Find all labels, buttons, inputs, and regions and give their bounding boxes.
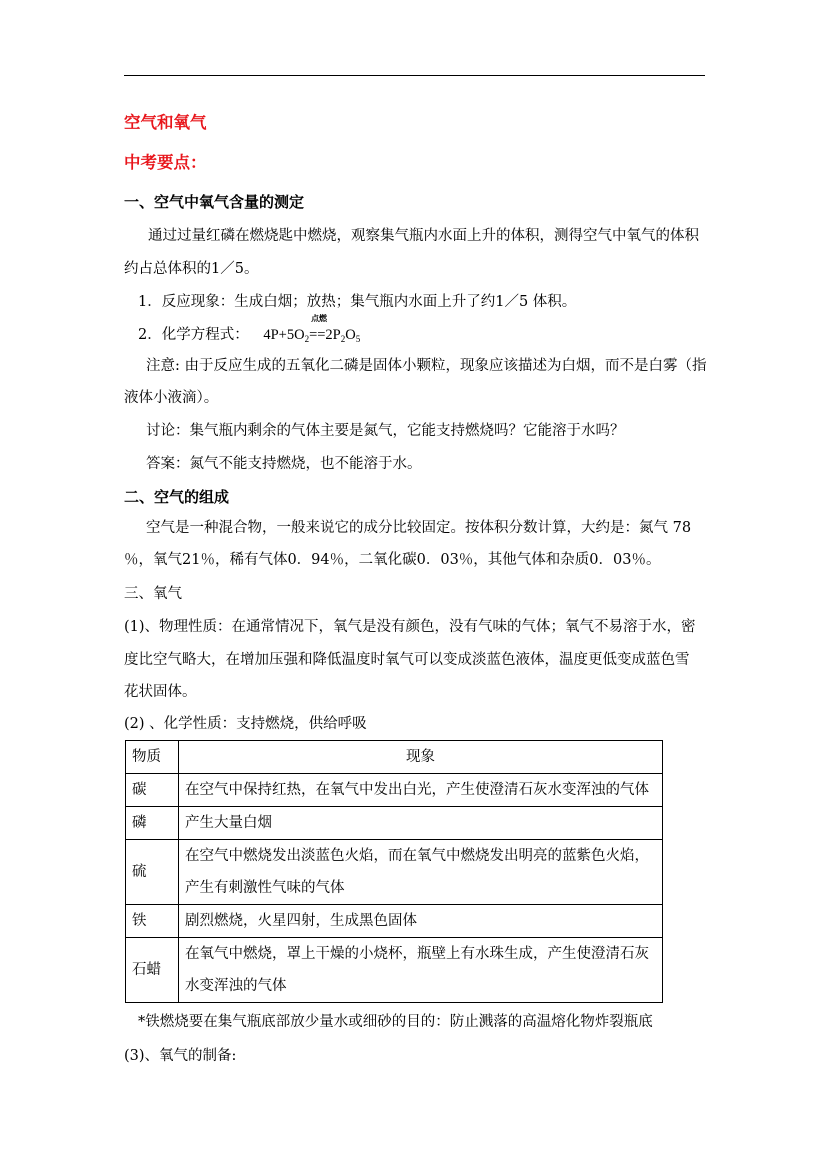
section1-heading: 一、空气中氧气含量的测定 <box>124 193 305 211</box>
page-title: 空气和氧气 <box>124 113 207 132</box>
cell-line: 在空气中燃烧发出淡蓝色火焰，而在氧气中燃烧发出明亮的蓝紫色火焰， <box>185 848 649 864</box>
cell-line: 在氧气中燃烧，罩上干燥的小烧杯，瓶壁上有水珠生成，产生使澄清石灰 <box>185 946 649 962</box>
equation-condition: 点燃 <box>311 314 328 323</box>
cell-substance: 碳 <box>126 774 179 807</box>
table-row <box>126 905 663 938</box>
preparation-heading: (3)、氧气的制备: <box>124 1048 237 1064</box>
cell-phenomenon: 产生大量白烟 <box>179 807 663 840</box>
cell-substance: 铁 <box>126 905 179 938</box>
section2-para-line2: ％，氧气21％，稀有气体0．94％，二氧化碳0．03％，其他气体和杂质0．03％。 <box>124 552 661 568</box>
section2-heading: 二、空气的组成 <box>124 488 230 506</box>
cell-substance: 石蜡 <box>126 938 179 1003</box>
chemical-equation <box>263 314 361 344</box>
header-substance: 物质 <box>126 741 179 774</box>
header-phenomenon: 现象 <box>179 741 663 774</box>
cell-line: 水变浑浊的气体 <box>185 978 287 994</box>
page-subtitle: 中考要点： <box>124 153 207 172</box>
cell-substance: 磷 <box>126 807 179 840</box>
section1-para-line1: 通过过量红磷在燃烧匙中燃烧，观察集气瓶内水面上升的体积，测得空气中氧气的体积 <box>148 228 699 244</box>
physical-line1: (1)、物理性质：在通常情况下，氧气是没有颜色，没有气味的气体；氧气不易溶于水，密 <box>124 619 696 635</box>
section1-para-line2: 约占总体积的1／5。 <box>124 261 259 277</box>
section2-para-line1: 空气是一种混合物，一般来说它的成分比较固定。按体积分数计算，大约是：氮气 78 <box>146 520 692 536</box>
equation-product-p: 2P <box>325 327 341 343</box>
physical-line2: 度比空气略大，在增加压强和降低温度时氧气可以变成淡蓝色液体，温度更低变成蓝色雪 <box>124 652 690 668</box>
cell-line: 产生有刺激性气味的气体 <box>185 880 345 896</box>
section1-item2 <box>138 314 361 349</box>
section1-item1: 1．反应现象：生成白烟；放热；集气瓶内水面上升了约1／5 体积。 <box>138 294 577 310</box>
table-header-row <box>126 741 663 774</box>
note-line2: 液体小液滴）。 <box>124 390 219 406</box>
cell-phenomenon <box>179 840 663 905</box>
chemical-properties: (2) 、化学性质：支持燃烧，供给呼吸 <box>124 716 367 732</box>
answer: 答案：氮气不能支持燃烧，也不能溶于水。 <box>146 456 422 472</box>
combustion-table <box>125 740 663 1003</box>
cell-phenomenon <box>179 938 663 1003</box>
equation-equals: == <box>309 327 326 343</box>
equation-label: 2．化学方程式： <box>138 327 249 343</box>
equation-product-o: O <box>345 327 356 343</box>
note-line1: 注意: 由于反应生成的五氧化二磷是固体小颗粒，现象应该描述为白烟，而不是白雾（指 <box>146 358 707 374</box>
table-row <box>126 774 663 807</box>
equation-sub1: 2 <box>304 334 310 344</box>
iron-note: *铁燃烧要在集气瓶底部放少量水或细砂的目的：防止溅落的高温熔化物炸裂瓶底 <box>138 1014 653 1030</box>
cell-phenomenon: 在空气中保持红热，在氧气中发出白光，产生使澄清石灰水变浑浊的气体 <box>179 774 663 807</box>
cell-phenomenon: 剧烈燃烧，火星四射，生成黑色固体 <box>179 905 663 938</box>
discussion: 讨论：集气瓶内剩余的气体主要是氮气，它能支持燃烧吗？它能溶于水吗？ <box>146 423 625 439</box>
equation-reactants: 4P+5O <box>263 327 305 343</box>
header-rule <box>124 75 705 76</box>
physical-line3: 花状固体。 <box>124 684 197 700</box>
equation-sub3: 5 <box>355 334 361 344</box>
table-row <box>126 807 663 840</box>
cell-substance: 硫 <box>126 840 179 905</box>
table-row <box>126 938 663 1003</box>
table-row <box>126 840 663 905</box>
section3-heading: 三、氧气 <box>124 586 182 602</box>
equation-sub2: 2 <box>340 334 346 344</box>
